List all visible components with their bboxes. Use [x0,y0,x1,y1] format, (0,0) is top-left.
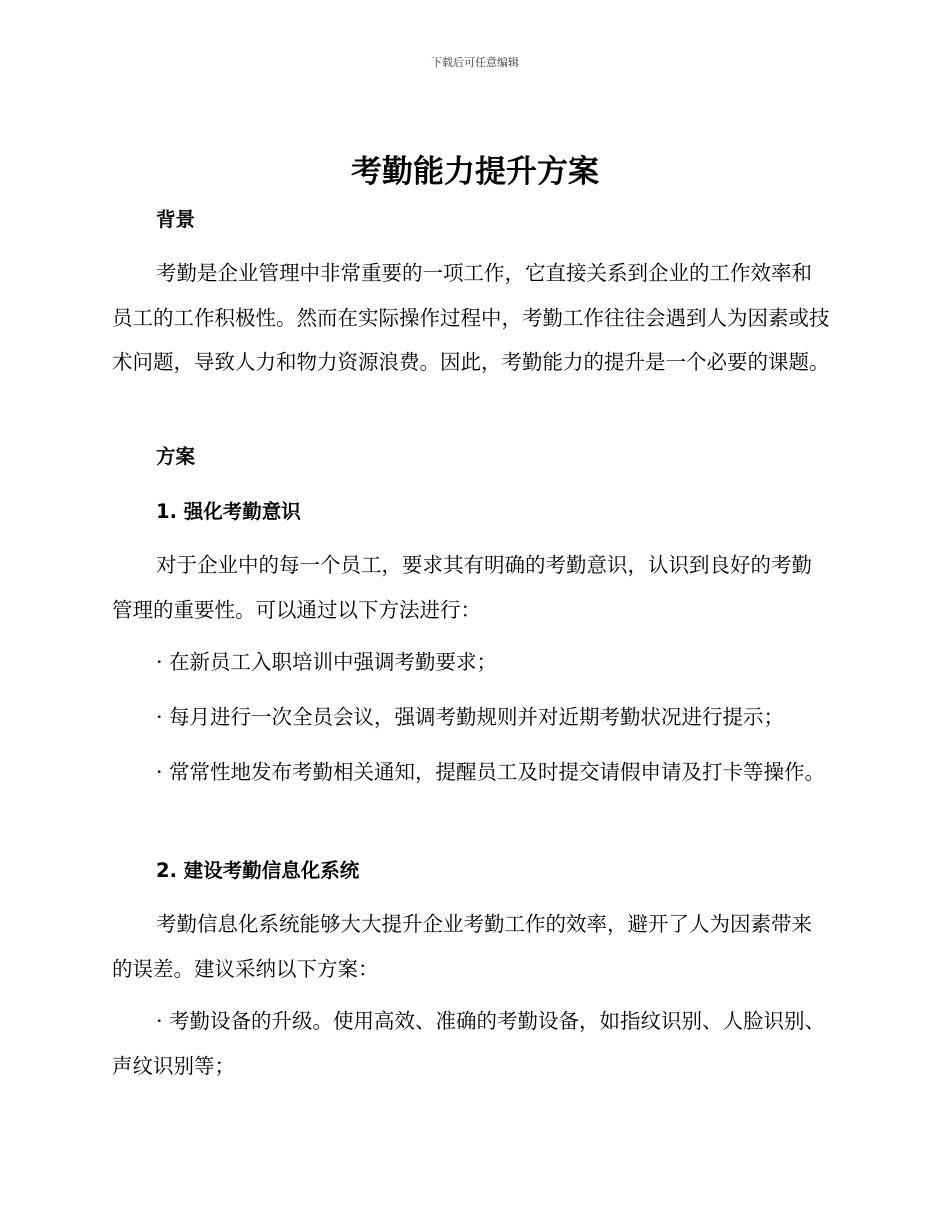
header-note: 下载后可任意编辑 [431,56,519,69]
document-title: 考勤能力提升方案 [351,154,599,190]
background-heading: 背景 [156,208,196,231]
section2-heading: 2. 建设考勤信息化系统 [156,859,360,882]
section1-heading: 1. 强化考勤意识 [156,500,301,523]
section1-bullet-3: · 常常性地发布考勤相关通知，提醒员工及时提交请假申请及打卡等操作。 [156,760,826,784]
background-paragraph: 考勤是企业管理中非常重要的一项工作，它直接关系到企业的工作效率和员工的工作积极性。然而在实际操作过程中，考勤工作往往会遇到人为因素或技术问题，导致人力和物力资源浪费。因此，考勤能力的提升是一个必要的课题。 [112,261,830,374]
section2-bullet-1: · 考勤设备的升级。使用高效、准确的考勤设备，如指纹识别、人脸识别、声纹识别等； [112,1009,826,1078]
section1-bullet-1: · 在新员工入职培训中强调考勤要求； [156,650,498,674]
section1-intro: 对于企业中的每一个员工，要求其有明确的考勤意识，认识到良好的考勤管理的重要性。可以通过以下方法进行： [112,553,812,622]
plan-heading: 方案 [156,445,196,468]
section2-intro: 考勤信息化系统能够大大提升企业考勤工作的效率，避开了人为因素带来的误差。建议采纳以下方案： [112,912,812,981]
section1-bullet-2: · 每月进行一次全员会议，强调考勤规则并对近期考勤状况进行提示； [156,705,785,729]
